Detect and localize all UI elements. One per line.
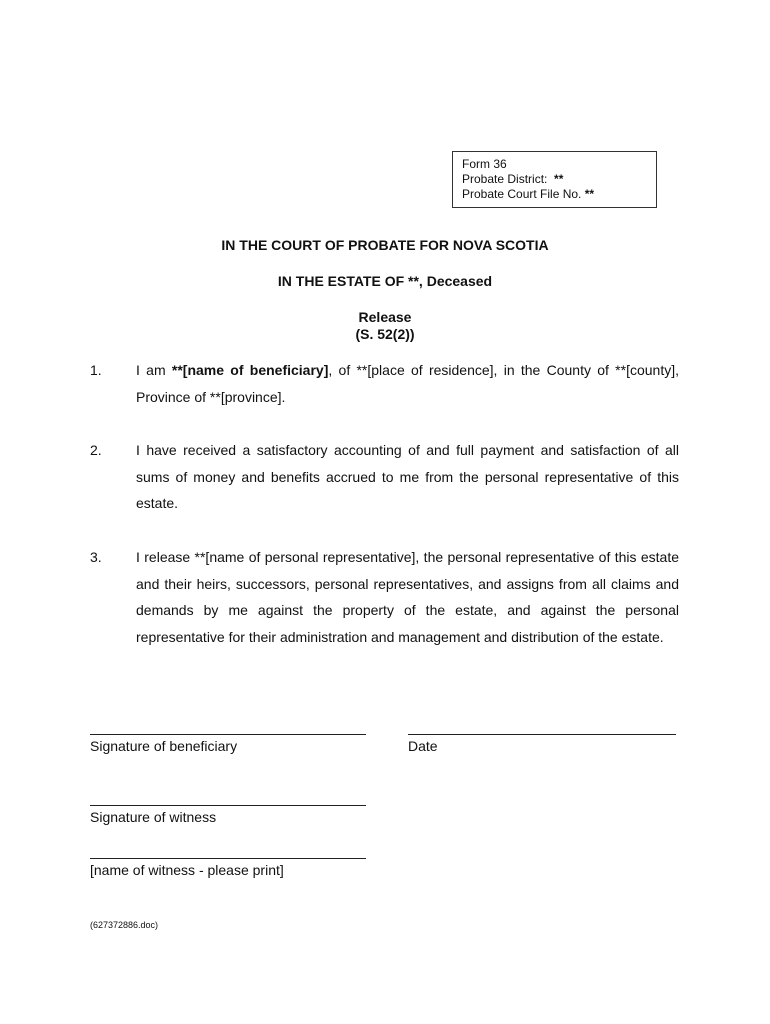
statute-section: (S. 52(2))	[355, 326, 415, 342]
probate-district-value: **	[554, 172, 564, 186]
court-heading: IN THE COURT OF PROBATE FOR NOVA SCOTIA	[221, 237, 549, 253]
paragraph-3	[90, 544, 679, 651]
paragraph-text	[136, 357, 679, 410]
paragraph-2	[90, 437, 679, 517]
form-number: Form 36	[462, 157, 507, 171]
witness-name-label: [name of witness - please print]	[90, 862, 284, 878]
paragraph-rest: , of **[place of residence], in the County of **[county], Province of **[province].	[136, 362, 679, 405]
witness-signature-line[interactable]	[90, 805, 366, 806]
paragraph-1	[90, 357, 679, 410]
paragraph-number: 1.	[90, 362, 102, 378]
beneficiary-signature-label: Signature of beneficiary	[90, 738, 238, 754]
paragraph-number: 3.	[90, 549, 102, 565]
beneficiary-signature-line[interactable]	[90, 734, 366, 735]
form-info-box	[452, 151, 657, 208]
probate-district-label: Probate District:	[462, 172, 548, 186]
probate-file-number	[462, 187, 656, 202]
document-title: Release	[358, 309, 412, 325]
paragraph-text: I release **[name of personal representative], the personal representative of this estate and their heirs, successors, personal representatives, and assigns from all claims and demands by me against the property of the estate, and against the personal representative for their administration and management and distribution of the estate.	[136, 549, 679, 646]
probate-file-label: Probate Court File No.	[462, 187, 582, 201]
witness-name-line[interactable]	[90, 858, 366, 859]
document-reference: (627372886.doc)	[90, 920, 159, 930]
witness-signature-label: Signature of witness	[90, 809, 217, 825]
probate-district	[462, 172, 656, 187]
paragraph-prefix: I am	[136, 362, 172, 378]
beneficiary-name-placeholder: **[name of beneficiary]	[171, 362, 329, 378]
paragraph-text: I have received a satisfactory accounting of and full payment and satisfaction of all sums of money and benefits accrued to me from the personal representative of this estate.	[136, 442, 679, 512]
date-label: Date	[408, 738, 438, 754]
probate-file-value: **	[584, 187, 595, 201]
paragraph-number: 2.	[90, 442, 102, 458]
estate-heading: IN THE ESTATE OF **, Deceased	[277, 273, 493, 289]
date-line[interactable]	[408, 734, 676, 735]
